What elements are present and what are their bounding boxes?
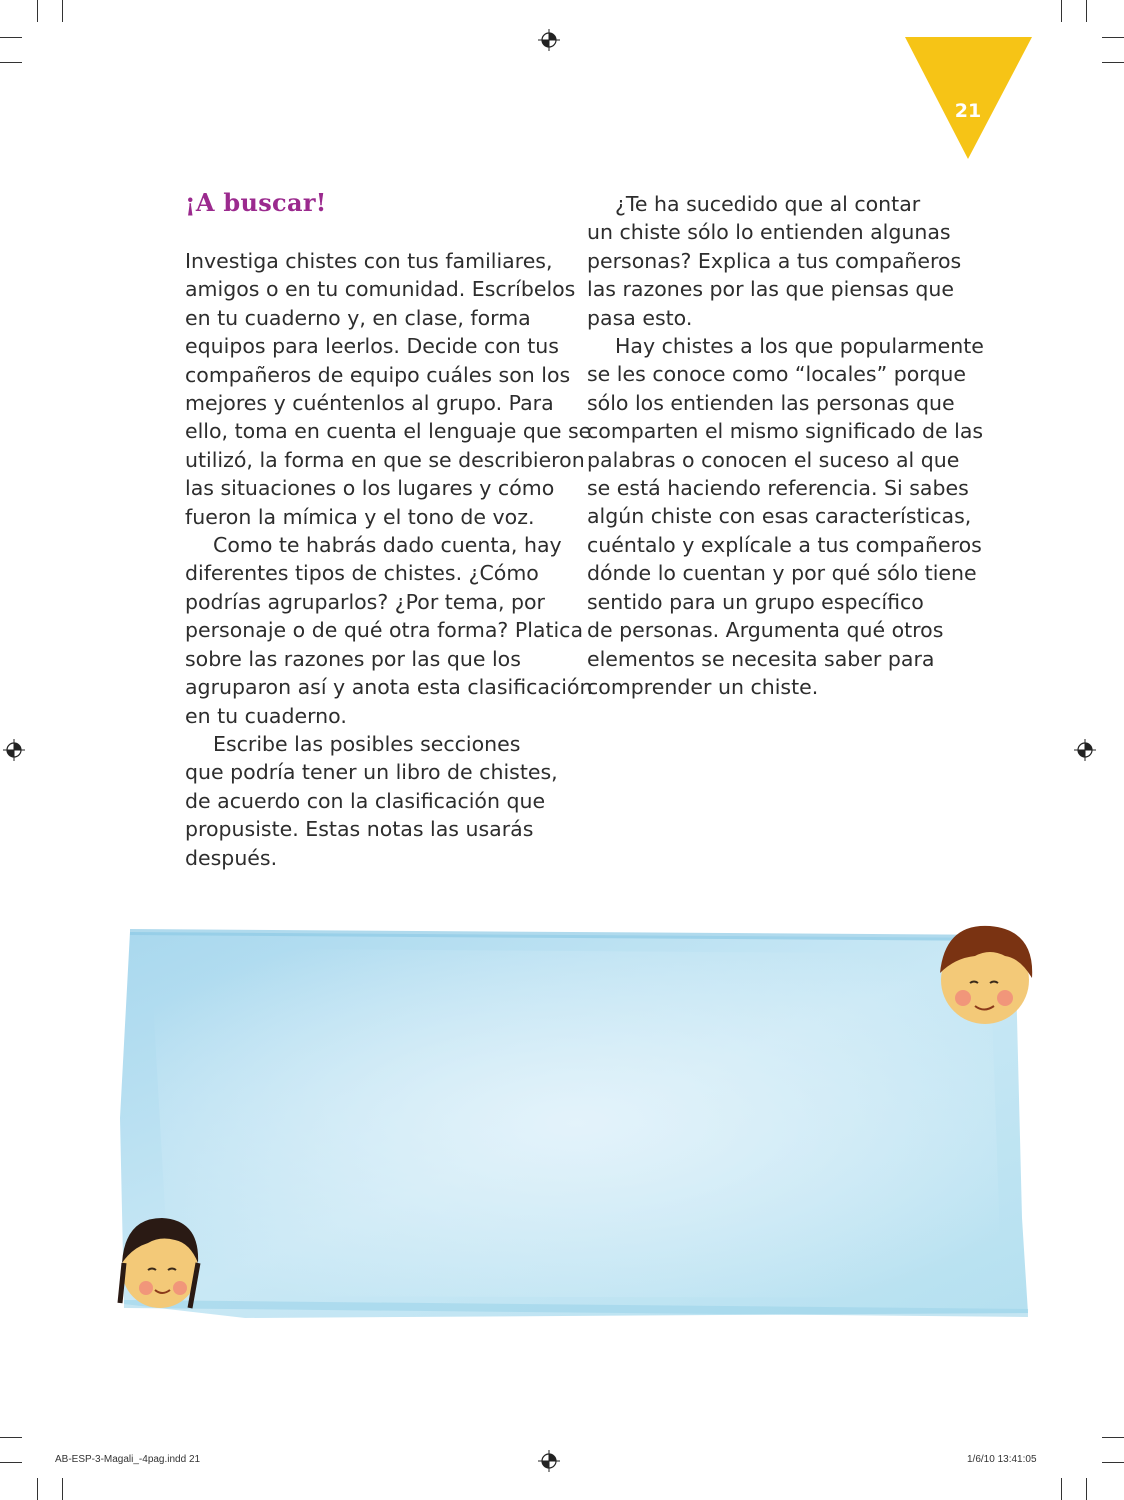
text-line: mejores y cuéntenlos al grupo. Para <box>185 391 554 416</box>
text-line: algún chiste con esas características, <box>587 504 972 529</box>
text-line: equipos para leerlos. Decide con tus <box>185 334 559 359</box>
girl-face-icon <box>120 1218 198 1308</box>
registration-mark-icon <box>1074 739 1096 761</box>
text-line: amigos o en tu comunidad. Escríbelos <box>185 277 576 302</box>
crop-mark <box>0 37 22 38</box>
text-line: elementos se necesita saber para <box>587 646 935 671</box>
text-line: en tu cuaderno y, en clase, forma <box>185 305 531 330</box>
text-line: después. <box>185 845 278 870</box>
crop-mark <box>62 0 63 22</box>
text-line: diferentes tipos de chistes. ¿Cómo <box>185 561 539 586</box>
registration-mark-icon <box>538 29 560 51</box>
text-line: fueron la mímica y el tono de voz. <box>185 504 535 529</box>
text-line: las razones por las que piensas que <box>587 277 955 302</box>
crop-mark <box>1102 37 1124 38</box>
text-line: propusiste. Estas notas las usarás <box>185 817 534 842</box>
crop-mark <box>0 1437 22 1438</box>
crop-mark <box>1102 1437 1124 1438</box>
text-line: dónde lo cuentan y por qué sólo tiene <box>587 561 977 586</box>
left-text-column <box>185 247 593 872</box>
crop-mark <box>1061 0 1062 22</box>
page-number-triangle <box>905 37 1032 159</box>
text-line: se está haciendo referencia. Si sabes <box>587 476 969 501</box>
text-line: compañeros de equipo cuáles son los <box>185 362 571 387</box>
crop-mark <box>1102 1462 1124 1463</box>
text-line: cuéntalo y explícale a tus compañeros <box>587 532 982 557</box>
right-text-column <box>587 190 984 701</box>
text-line: agruparon así y anota esta clasificación <box>185 675 593 700</box>
text-line: utilizó, la forma en que se describieron <box>185 447 585 472</box>
registration-mark-icon <box>538 1450 560 1472</box>
text-line: comparten el mismo significado de las <box>587 419 984 444</box>
text-line: Escribe las posibles secciones <box>213 731 521 756</box>
crop-mark <box>0 62 22 63</box>
text-line: comprender un chiste. <box>587 674 819 699</box>
text-line: sobre las razones por las que los <box>185 646 521 671</box>
crop-mark <box>1086 0 1087 22</box>
text-line: personas? Explica a tus compañeros <box>587 248 962 273</box>
crop-mark <box>1102 62 1124 63</box>
page-number: 21 <box>954 100 982 122</box>
text-line: palabras o conocen el suceso al que <box>587 447 960 472</box>
text-line: podrías agruparlos? ¿Por tema, por <box>185 589 545 614</box>
section-heading: ¡A buscar! <box>185 188 327 217</box>
crop-mark <box>62 1478 63 1500</box>
watercolor-board-illustration <box>110 918 1040 1338</box>
text-line: de personas. Argumenta qué otros <box>587 618 944 643</box>
text-line: pasa esto. <box>587 305 693 330</box>
crop-mark <box>37 1478 38 1500</box>
registration-mark-icon <box>3 739 25 761</box>
text-line: se les conoce como “locales” porque <box>587 362 966 387</box>
text-line: ¿Te ha sucedido que al contar <box>615 192 921 216</box>
crop-mark <box>1061 1478 1062 1500</box>
text-line: ello, toma en cuenta el lenguaje que se <box>185 419 592 444</box>
text-line: personaje o de qué otra forma? Platica <box>185 618 584 643</box>
text-line: que podría tener un libro de chistes, <box>185 760 558 785</box>
text-line: Como te habrás dado cuenta, hay <box>213 533 562 558</box>
text-line: un chiste sólo lo entienden algunas <box>587 220 951 245</box>
crop-mark <box>37 0 38 22</box>
text-line: las situaciones o los lugares y cómo <box>185 476 555 501</box>
crop-mark <box>1086 1478 1087 1500</box>
text-line: Hay chistes a los que popularmente <box>615 334 984 359</box>
crop-mark <box>0 1462 22 1463</box>
text-line: en tu cuaderno. <box>185 703 347 728</box>
text-line: Investiga chistes con tus familiares, <box>185 249 553 273</box>
boy-face-icon <box>940 926 1032 1024</box>
text-line: sólo los entienden las personas que <box>587 390 955 415</box>
text-line: sentido para un grupo específico <box>587 589 924 614</box>
timestamp: 1/6/10 13:41:05 <box>967 1454 1037 1465</box>
file-slug: AB-ESP-3-Magali_-4pag.indd 21 <box>55 1454 201 1465</box>
text-line: de acuerdo con la clasificación que <box>185 788 546 813</box>
